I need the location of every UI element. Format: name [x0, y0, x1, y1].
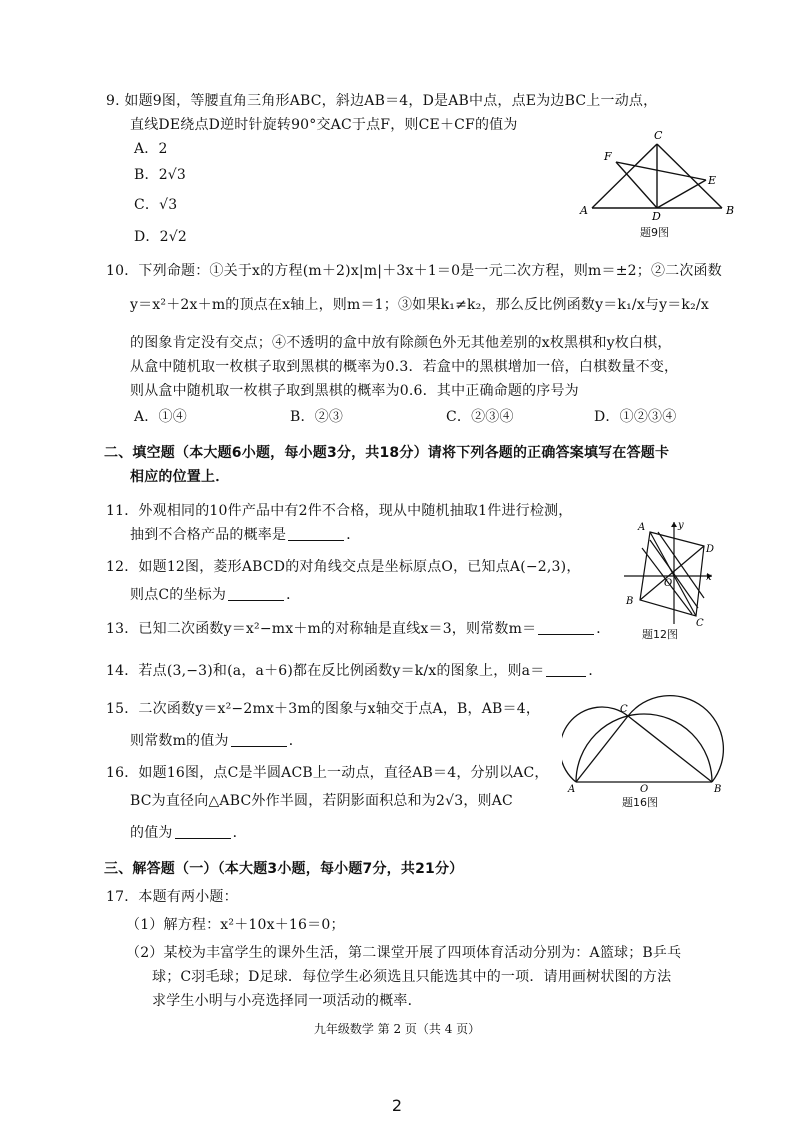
q12-figure-caption: 题12图: [642, 628, 678, 641]
q11-line2: [130, 526, 360, 544]
q9-figure-caption: 题9图: [640, 226, 669, 239]
page-number: 2: [391, 1096, 403, 1115]
q13-line: [106, 620, 611, 638]
q16-label-b: B: [714, 784, 722, 794]
q10-line4: 从盒中随机取一枚棋子取到黑棋的概率为0.3．若盒中的黑棋增加一倍，白棋数量不变，: [130, 359, 679, 375]
q9-label-a: A: [580, 204, 588, 217]
q12-label-d: D: [706, 544, 715, 555]
q17-part2-line2: 球；C羽毛球；D足球．每位学生必须选且只能选其中的一项．请用画树状图的方法: [152, 969, 672, 985]
q9-option-a: A．2: [134, 141, 168, 157]
q9-option-d: D．2√2: [134, 229, 187, 245]
q16-label-c: C: [620, 704, 628, 715]
q9-label-f: F: [604, 150, 612, 163]
q16-label-o: O: [640, 784, 649, 794]
q9-line1: 9. 如题9图，等腰直角三角形ABC，斜边AB＝4，D是AB中点，点E为边BC上一动点，: [106, 93, 658, 109]
q16-answer-blank: [175, 824, 231, 839]
q11-text: 抽到不合格产品的概率是: [130, 527, 287, 543]
q14-end: ．: [588, 663, 603, 679]
q14-line: [106, 662, 603, 680]
q14-text: 14．若点(3,−3)和(a，a＋6)都在反比例函数y＝k/x的图象上，则a＝: [106, 663, 545, 679]
q11-line1: 11．外观相同的10件产品中有2件不合格，现从中随机抽取1件进行检测，: [106, 503, 573, 519]
q13-answer-blank: [538, 620, 594, 635]
q15-text: 则常数m的值为: [130, 733, 229, 749]
q9-label-d: D: [652, 210, 661, 223]
q10-line5: 则从盒中随机取一枚棋子取到黑棋的概率为0.6．其中正确命题的序号为: [130, 383, 579, 399]
q16-label-a: A: [568, 784, 576, 794]
q10-option-a: A．①④: [134, 409, 187, 425]
q9-label-b: B: [726, 204, 735, 217]
q16-line2: BC为直径向△ABC外作半圆，若阴影面积总和为2√3，则AC: [130, 793, 513, 809]
q13-text: 13．已知二次函数y＝x²−mx＋m的对称轴是直线x＝3，则常数m＝: [106, 621, 537, 637]
q12-line2: [130, 586, 300, 604]
q12-answer-blank: [228, 586, 284, 601]
q12-label-c: C: [696, 618, 704, 628]
page-footer: 九年级数学 第 2 页（共 4 页）: [313, 1022, 481, 1036]
section2-heading-cont: 相应的位置上．: [130, 469, 230, 485]
q12-label-y: y: [678, 520, 684, 531]
q16-line1: 16．如题16图，点C是半圆ACB上一动点，直径AB＝4，分别以AC，: [106, 765, 549, 781]
q17-part2-line3: 求学生小明与小亮选择同一项活动的概率．: [152, 993, 422, 1009]
section2-heading: 二、填空题（本大题6小题，每小题3分，共18分）请将下列各题的正确答案填写在答题卡: [104, 445, 670, 461]
q16-line3: [130, 824, 247, 842]
q10-option-d: D．①②③④: [594, 409, 677, 425]
q16-end: ．: [232, 825, 247, 841]
q12-line1: 12．如题12图，菱形ABCD的对角线交点是坐标原点O，已知点A(−2,3)，: [106, 559, 581, 575]
q16-figure: [562, 694, 732, 794]
q12-label-b: B: [626, 596, 634, 607]
q9-label-e: E: [708, 174, 717, 187]
q9-figure: [568, 128, 744, 232]
q10-option-b: B．②③: [290, 409, 344, 425]
q12-label-o: O: [664, 578, 673, 589]
q9-option-c: C．√3: [134, 197, 178, 213]
q12-figure: [620, 518, 720, 628]
q10-line2: y＝x²＋2x＋m的顶点在x轴上，则m＝1；③如果k₁≠k₂，那么反比例函数y＝k₁/x与y＝k₂/x: [130, 297, 709, 313]
q15-line2: [130, 732, 303, 750]
section3-heading: 三、解答题（一）（本大题3小题，每小题7分，共21分）: [104, 861, 464, 877]
q9-label-c: C: [654, 129, 663, 142]
q10-line3: 的图象肯定没有交点；④不透明的盒中放有除颜色外无其他差别的x枚黑棋和y枚白棋，: [130, 335, 672, 351]
q10-line1: 10．下列命题：①关于x的方程(m＋2)x|m|＋3x＋1＝0是一元二次方程，则m＝±2；②二次函数: [106, 263, 722, 279]
q13-end: ．: [596, 621, 611, 637]
q17-line1: 17．本题有两小题：: [106, 889, 238, 905]
q11-answer-blank: [288, 526, 344, 541]
q15-end: ．: [288, 733, 303, 749]
y-axis-arrow: [671, 522, 677, 527]
q12-label-a: A: [638, 522, 646, 533]
q12-text: 则点C的坐标为: [130, 587, 227, 603]
q15-line1: 15．二次函数y＝x²−2mx＋3m的图象与x轴交于点A，B，AB＝4，: [106, 701, 541, 717]
q12-end: ．: [286, 587, 301, 603]
q11-end: ．: [346, 527, 361, 543]
q14-answer-blank: [546, 662, 586, 677]
q17-part2-line1: （2）某校为丰富学生的课外生活，第二课堂开展了四项体育活动分别为：A篮球；B乒乓: [126, 945, 682, 961]
q16-text: 的值为: [130, 825, 173, 841]
q17-part1: （1）解方程：x²＋10x＋16＝0；: [126, 917, 345, 933]
q10-option-c: C．②③④: [446, 409, 514, 425]
q16-figure-caption: 题16图: [622, 796, 658, 809]
q9-option-b: B．2√3: [134, 167, 187, 183]
q12-label-x: x: [706, 572, 712, 583]
q15-answer-blank: [231, 732, 287, 747]
q9-line2: 直线DE绕点D逆时针旋转90°交AC于点F，则CE＋CF的值为: [130, 117, 518, 133]
